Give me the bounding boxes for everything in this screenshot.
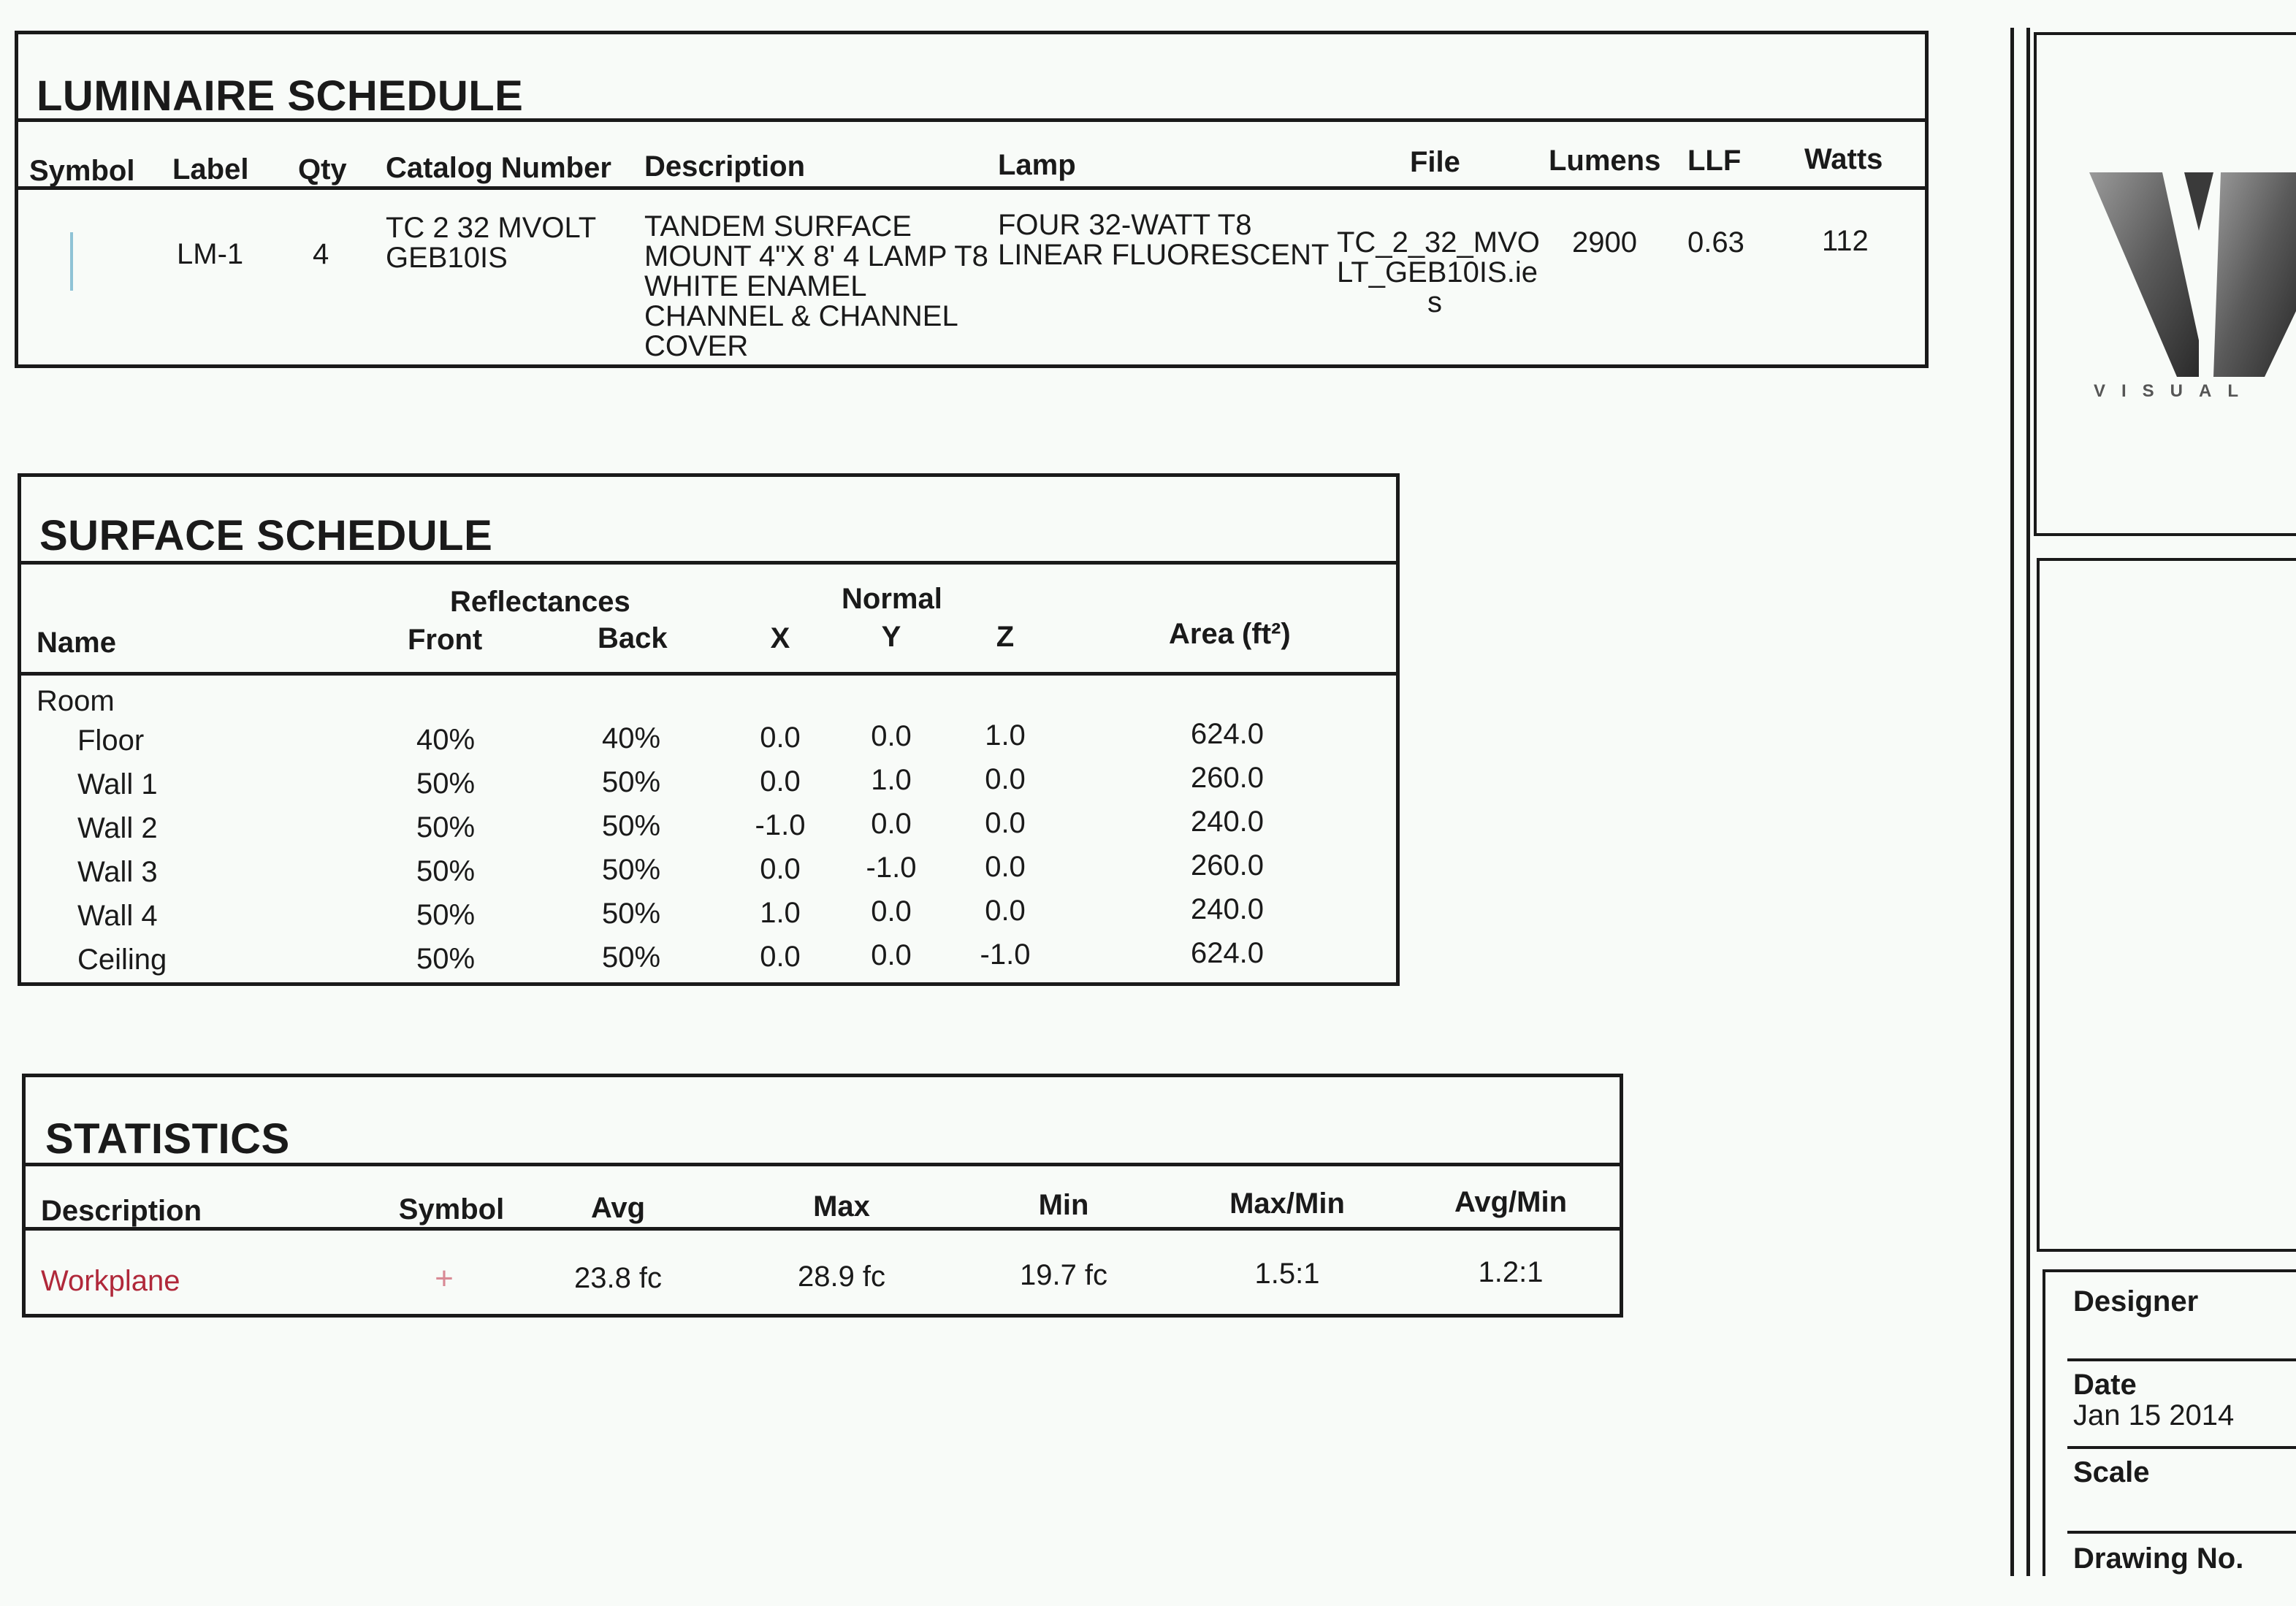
col-header-z: Z <box>996 621 1015 653</box>
statistics-title: STATISTICS <box>45 1115 290 1163</box>
luminaire-lamp <box>998 210 1329 270</box>
divider <box>18 672 1400 676</box>
surface-normal-z: 0.0 <box>985 850 1026 883</box>
date-label: Date <box>2073 1369 2137 1401</box>
catalog-line: GEB10IS <box>386 242 508 274</box>
surface-normal-x: -1.0 <box>755 808 806 841</box>
group-header-reflectances: Reflectances <box>450 586 630 618</box>
divider <box>2067 1531 2296 1534</box>
col-header-name: Name <box>37 627 116 659</box>
surface-front: 50% <box>416 767 476 800</box>
divider <box>22 1227 1623 1231</box>
divider <box>2067 1358 2296 1361</box>
surface-name: Wall 1 <box>77 768 158 800</box>
file-line: s <box>1427 286 1442 318</box>
surface-normal-x: 0.0 <box>760 852 801 885</box>
surface-name: Wall 3 <box>77 856 158 888</box>
col-header-max: Max <box>813 1190 870 1223</box>
statistic-min: 19.7 fc <box>1019 1259 1108 1291</box>
col-header-x: X <box>770 622 790 654</box>
surface-normal-y: -1.0 <box>866 852 917 884</box>
surface-front: 40% <box>416 723 476 756</box>
statistic-avg: 23.8 fc <box>573 1262 663 1294</box>
lamp-line: LINEAR FLUORESCENT <box>998 239 1330 271</box>
luminaire-schedule-title: LUMINAIRE SCHEDULE <box>37 72 524 120</box>
col-header-qty: Qty <box>298 153 347 186</box>
divider <box>18 561 1400 565</box>
surface-normal-y: 0.0 <box>871 720 912 752</box>
surface-back: 50% <box>601 766 661 798</box>
surface-normal-y: 0.0 <box>871 895 912 928</box>
luminaire-file <box>1337 228 1540 318</box>
luminaire-qty: 4 <box>313 238 329 270</box>
luminaire-symbol <box>70 232 73 291</box>
luminaire-watts: 112 <box>1822 225 1869 257</box>
divider <box>2067 1446 2296 1449</box>
surface-area: 260.0 <box>1190 849 1265 882</box>
title-block-border <box>2010 28 2014 1576</box>
col-header-lamp: Lamp <box>998 149 1076 181</box>
surface-area: 624.0 <box>1190 937 1265 969</box>
col-header-description: Description <box>41 1195 202 1227</box>
surface-back: 50% <box>601 941 661 974</box>
surface-area: 260.0 <box>1190 762 1265 794</box>
surface-schedule-title: SURFACE SCHEDULE <box>39 512 493 559</box>
statistic-max: 28.9 fc <box>797 1261 886 1293</box>
luminaire-description <box>644 212 988 362</box>
col-header-file: File <box>1410 146 1460 178</box>
col-header-description: Description <box>644 150 806 183</box>
col-header-watts: Watts <box>1804 143 1883 175</box>
title-block-border <box>2026 28 2030 1576</box>
surface-normal-x: 0.0 <box>760 765 801 798</box>
logo <box>2089 172 2296 406</box>
luminaire-llf: 0.63 <box>1687 226 1744 259</box>
drawing-number-label: Drawing No. <box>2073 1542 2244 1575</box>
col-header-avg: Avg <box>590 1192 646 1224</box>
statistic-description: Workplane <box>41 1265 180 1297</box>
surface-back: 50% <box>601 898 661 930</box>
designer-label: Designer <box>2073 1285 2199 1318</box>
logo-mark <box>2089 172 2296 406</box>
col-header-max-min: Max/Min <box>1229 1188 1345 1220</box>
surface-normal-z: 0.0 <box>985 806 1026 839</box>
surface-area: 624.0 <box>1190 718 1265 750</box>
surface-name: Wall 2 <box>77 812 158 844</box>
surface-normal-x: 0.0 <box>760 940 801 973</box>
logo-text: VISUAL <box>2094 381 2255 401</box>
surface-front: 50% <box>416 811 476 844</box>
luminaire-catalog <box>386 213 596 273</box>
surface-front: 50% <box>416 942 476 975</box>
surface-normal-z: -1.0 <box>980 938 1031 971</box>
surface-normal-z: 1.0 <box>985 719 1026 752</box>
col-header-symbol: Symbol <box>398 1193 505 1225</box>
statistic-max-min: 1.5:1 <box>1254 1258 1320 1290</box>
col-header-symbol: Symbol <box>29 155 135 187</box>
description-line: CHANNEL & CHANNEL <box>644 300 958 332</box>
divider <box>15 186 1929 190</box>
surface-name: Ceiling <box>77 944 167 976</box>
surface-normal-y: 1.0 <box>871 764 912 796</box>
statistic-avg-min: 1.2:1 <box>1478 1256 1544 1288</box>
surface-normal-y: 0.0 <box>871 939 912 971</box>
col-header-area: Area (ft²) <box>1169 618 1291 650</box>
surface-back: 40% <box>601 722 661 754</box>
description-line: WHITE ENAMEL <box>644 270 867 302</box>
file-line: LT_GEB10IS.ie <box>1337 256 1538 288</box>
surface-normal-z: 0.0 <box>985 894 1026 927</box>
description-line: MOUNT 4"X 8' 4 LAMP T8 <box>644 240 988 272</box>
description-line: TANDEM SURFACE <box>644 210 912 242</box>
scale-label: Scale <box>2073 1456 2150 1488</box>
surface-normal-x: 0.0 <box>760 721 801 754</box>
luminaire-lumens: 2900 <box>1572 226 1637 259</box>
col-header-label: Label <box>172 153 249 186</box>
col-header-lumens: Lumens <box>1549 145 1661 177</box>
surface-name: Wall 4 <box>77 900 158 932</box>
room-label: Room <box>37 685 115 717</box>
surface-normal-y: 0.0 <box>871 808 912 840</box>
file-line: TC_2_32_MVO <box>1337 226 1540 259</box>
surface-front: 50% <box>416 854 476 887</box>
lamp-line: FOUR 32-WATT T8 <box>998 209 1252 241</box>
surface-back: 50% <box>601 810 661 842</box>
statistic-symbol: + <box>435 1261 454 1296</box>
notes-panel <box>2037 558 2296 1252</box>
col-header-llf: LLF <box>1687 145 1742 177</box>
surface-normal-z: 0.0 <box>985 762 1026 795</box>
col-header-back: Back <box>598 622 668 654</box>
col-header-front: Front <box>408 624 483 656</box>
surface-front: 50% <box>416 898 476 931</box>
col-header-min: Min <box>1038 1189 1089 1221</box>
surface-back: 50% <box>601 854 661 886</box>
col-header-avg-min: Avg/Min <box>1454 1186 1568 1218</box>
luminaire-label: LM-1 <box>177 238 244 270</box>
col-header-catalog-number: Catalog Number <box>386 152 611 184</box>
surface-normal-x: 1.0 <box>760 896 801 929</box>
col-header-y: Y <box>881 621 901 653</box>
description-line: COVER <box>644 330 749 362</box>
group-header-normal: Normal <box>842 583 942 615</box>
surface-area: 240.0 <box>1190 806 1265 838</box>
catalog-line: TC 2 32 MVOLT <box>386 212 597 244</box>
date-value: Jan 15 2014 <box>2073 1399 2235 1431</box>
surface-name: Floor <box>77 724 145 757</box>
surface-area: 240.0 <box>1190 893 1265 925</box>
